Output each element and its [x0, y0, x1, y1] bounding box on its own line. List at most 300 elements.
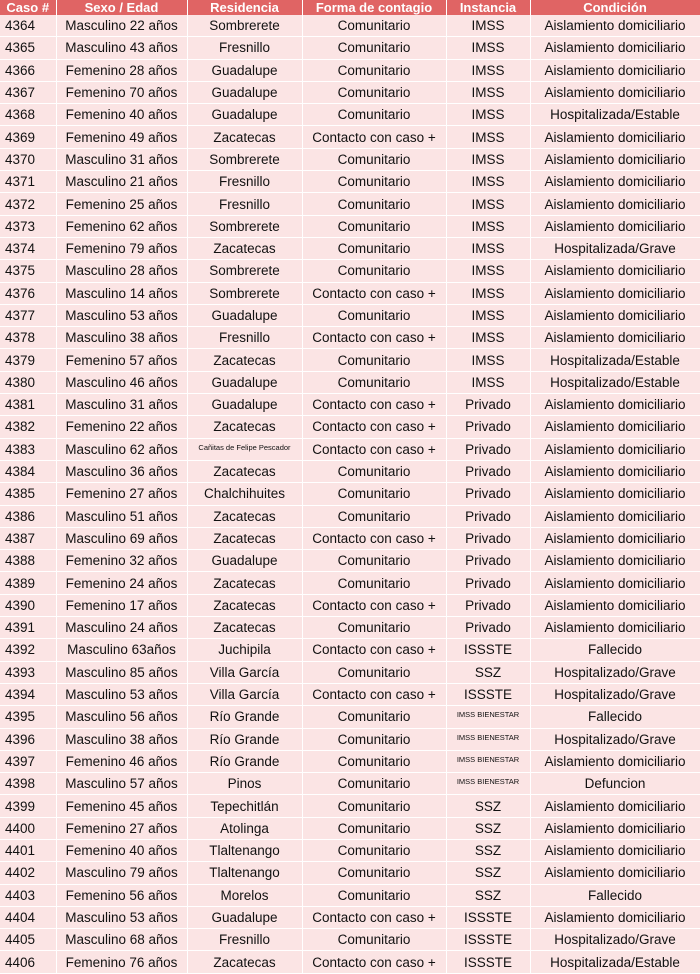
cell-residencia: Guadalupe [187, 394, 302, 416]
table-row [0, 906, 700, 928]
cell-residencia: Zacatecas [187, 527, 302, 549]
cell-caso: 4377 [0, 304, 56, 326]
cell-instancia: SSZ [446, 817, 530, 839]
cell-residencia: Guadalupe [187, 104, 302, 126]
small-text: IMSS BIENESTAR [456, 754, 520, 764]
cell-forma-contagio: Comunitario [302, 839, 446, 861]
cell-forma-contagio: Comunitario [302, 572, 446, 594]
cell-caso: 4384 [0, 460, 56, 482]
cell-residencia: Villa García [187, 683, 302, 705]
cell-sexo-edad: Masculino 69 años [56, 527, 187, 549]
cell-condicion: Aislamiento domiciliario [530, 304, 700, 326]
cell-caso: 4385 [0, 483, 56, 505]
cell-forma-contagio: Contacto con caso + [302, 438, 446, 460]
cell-caso: 4386 [0, 505, 56, 527]
cell-caso: 4382 [0, 416, 56, 438]
cell-instancia: Privado [446, 572, 530, 594]
cell-sexo-edad: Femenino 22 años [56, 416, 187, 438]
cell-instancia: IMSS [446, 104, 530, 126]
cell-condicion: Aislamiento domiciliario [530, 148, 700, 170]
table-row [0, 795, 700, 817]
cell-instancia: SSZ [446, 862, 530, 884]
cell-forma-contagio: Contacto con caso + [302, 683, 446, 705]
cell-residencia: Pinos [187, 773, 302, 795]
cell-instancia: IMSS [446, 371, 530, 393]
cell-caso: 4392 [0, 639, 56, 661]
cell-caso: 4374 [0, 237, 56, 259]
cell-forma-contagio: Contacto con caso + [302, 327, 446, 349]
cell-instancia: IMSS [446, 81, 530, 103]
table-row [0, 416, 700, 438]
cell-sexo-edad: Masculino 43 años [56, 37, 187, 59]
table-row [0, 193, 700, 215]
cell-residencia: Guadalupe [187, 81, 302, 103]
table-row [0, 215, 700, 237]
cell-forma-contagio: Comunitario [302, 15, 446, 37]
cell-sexo-edad: Femenino 32 años [56, 550, 187, 572]
cell-sexo-edad: Femenino 25 años [56, 193, 187, 215]
cell-caso: 4397 [0, 750, 56, 772]
cell-forma-contagio: Contacto con caso + [302, 416, 446, 438]
cell-condicion: Hospitalizado/Grave [530, 728, 700, 750]
table-row [0, 572, 700, 594]
cell-residencia: Zacatecas [187, 126, 302, 148]
cell-forma-contagio: Comunitario [302, 795, 446, 817]
table-row [0, 505, 700, 527]
cell-sexo-edad: Masculino 24 años [56, 617, 187, 639]
cell-condicion: Aislamiento domiciliario [530, 59, 700, 81]
cell-caso: 4364 [0, 15, 56, 37]
cell-sexo-edad: Masculino 53 años [56, 683, 187, 705]
cell-instancia: IMSS [446, 193, 530, 215]
cell-forma-contagio: Comunitario [302, 750, 446, 772]
cell-condicion: Aislamiento domiciliario [530, 906, 700, 928]
cell-caso: 4400 [0, 817, 56, 839]
cell-sexo-edad: Femenino 70 años [56, 81, 187, 103]
cell-instancia: Privado [446, 394, 530, 416]
cell-sexo-edad: Masculino 46 años [56, 371, 187, 393]
cell-residencia: Tepechitlán [187, 795, 302, 817]
cell-caso: 4365 [0, 37, 56, 59]
cell-caso: 4375 [0, 260, 56, 282]
header-caso: Caso # [0, 0, 56, 15]
cell-sexo-edad: Femenino 57 años [56, 349, 187, 371]
table-row [0, 59, 700, 81]
cell-instancia: IMSS [446, 327, 530, 349]
cell-condicion: Hospitalizada/Estable [530, 951, 700, 973]
cell-sexo-edad: Femenino 40 años [56, 104, 187, 126]
cell-condicion: Aislamiento domiciliario [530, 81, 700, 103]
header-row [0, 0, 700, 15]
cell-condicion: Aislamiento domiciliario [530, 817, 700, 839]
cell-instancia: Privado [446, 527, 530, 549]
cell-instancia: IMSS [446, 282, 530, 304]
cell-caso: 4371 [0, 171, 56, 193]
cell-condicion: Aislamiento domiciliario [530, 505, 700, 527]
table-row [0, 126, 700, 148]
cell-residencia: Río Grande [187, 728, 302, 750]
cell-forma-contagio: Comunitario [302, 37, 446, 59]
cell-forma-contagio: Contacto con caso + [302, 527, 446, 549]
cell-condicion: Hospitalizado/Grave [530, 661, 700, 683]
cell-sexo-edad: Femenino 56 años [56, 884, 187, 906]
cell-forma-contagio: Contacto con caso + [302, 594, 446, 616]
cell-caso: 4383 [0, 438, 56, 460]
cell-sexo-edad: Femenino 45 años [56, 795, 187, 817]
cell-instancia: SSZ [446, 661, 530, 683]
cell-forma-contagio: Comunitario [302, 260, 446, 282]
cell-instancia: ISSSTE [446, 906, 530, 928]
cell-condicion: Aislamiento domiciliario [530, 394, 700, 416]
cell-residencia: Chalchihuites [187, 483, 302, 505]
cell-forma-contagio: Contacto con caso + [302, 282, 446, 304]
cell-condicion: Aislamiento domiciliario [530, 327, 700, 349]
cell-sexo-edad: Femenino 40 años [56, 839, 187, 861]
cell-sexo-edad: Femenino 24 años [56, 572, 187, 594]
cell-forma-contagio: Comunitario [302, 617, 446, 639]
table-row [0, 81, 700, 103]
cell-condicion: Aislamiento domiciliario [530, 572, 700, 594]
cell-forma-contagio: Comunitario [302, 884, 446, 906]
cell-sexo-edad: Masculino 57 años [56, 773, 187, 795]
cell-forma-contagio: Comunitario [302, 550, 446, 572]
cell-residencia: Zacatecas [187, 617, 302, 639]
cell-condicion: Fallecido [530, 884, 700, 906]
cell-instancia: IMSS [446, 237, 530, 259]
table-row [0, 148, 700, 170]
cell-forma-contagio: Comunitario [302, 171, 446, 193]
header-residencia: Residencia [187, 0, 302, 15]
cell-sexo-edad: Masculino 79 años [56, 862, 187, 884]
table-row [0, 527, 700, 549]
table-row [0, 327, 700, 349]
cell-instancia [446, 706, 530, 728]
table-row [0, 15, 700, 37]
cell-residencia: Tlaltenango [187, 862, 302, 884]
cell-instancia: Privado [446, 483, 530, 505]
table-row [0, 282, 700, 304]
cell-forma-contagio: Comunitario [302, 817, 446, 839]
cell-caso: 4381 [0, 394, 56, 416]
cell-caso: 4398 [0, 773, 56, 795]
cell-forma-contagio: Contacto con caso + [302, 394, 446, 416]
table-row [0, 104, 700, 126]
cell-residencia [187, 438, 302, 460]
table-row [0, 951, 700, 973]
cell-caso: 4394 [0, 683, 56, 705]
cell-instancia: IMSS [446, 37, 530, 59]
cell-condicion: Aislamiento domiciliario [530, 215, 700, 237]
table-row [0, 884, 700, 906]
table-row [0, 661, 700, 683]
cell-sexo-edad: Femenino 62 años [56, 215, 187, 237]
cell-forma-contagio: Contacto con caso + [302, 126, 446, 148]
cell-forma-contagio: Contacto con caso + [302, 906, 446, 928]
cell-residencia: Guadalupe [187, 371, 302, 393]
cell-residencia: Fresnillo [187, 929, 302, 951]
cell-condicion: Aislamiento domiciliario [530, 193, 700, 215]
cell-condicion: Aislamiento domiciliario [530, 282, 700, 304]
cell-residencia: Fresnillo [187, 37, 302, 59]
small-text: IMSS BIENESTAR [456, 710, 520, 720]
cell-forma-contagio: Comunitario [302, 304, 446, 326]
table-body [0, 15, 700, 973]
cell-residencia: Guadalupe [187, 59, 302, 81]
table-row [0, 394, 700, 416]
table-header [0, 0, 700, 15]
cell-forma-contagio: Comunitario [302, 505, 446, 527]
cell-sexo-edad: Masculino 53 años [56, 906, 187, 928]
cell-instancia: IMSS [446, 59, 530, 81]
cell-residencia: Sombrerete [187, 260, 302, 282]
small-text: Cañitas de Felipe Pescador [198, 442, 291, 452]
cell-instancia: ISSSTE [446, 683, 530, 705]
cell-condicion: Aislamiento domiciliario [530, 460, 700, 482]
cell-residencia: Sombrerete [187, 15, 302, 37]
cell-condicion: Hospitalizada/Grave [530, 237, 700, 259]
cell-residencia: Sombrerete [187, 148, 302, 170]
cell-instancia: ISSSTE [446, 929, 530, 951]
cell-forma-contagio: Comunitario [302, 59, 446, 81]
cell-instancia: IMSS [446, 215, 530, 237]
cell-residencia: Juchipila [187, 639, 302, 661]
cell-sexo-edad: Masculino 38 años [56, 728, 187, 750]
cell-sexo-edad: Femenino 79 años [56, 237, 187, 259]
cell-instancia [446, 773, 530, 795]
cell-forma-contagio: Comunitario [302, 148, 446, 170]
cell-sexo-edad: Femenino 46 años [56, 750, 187, 772]
table-row [0, 929, 700, 951]
cell-caso: 4368 [0, 104, 56, 126]
cell-caso: 4380 [0, 371, 56, 393]
cell-forma-contagio: Comunitario [302, 706, 446, 728]
cell-sexo-edad: Femenino 27 años [56, 483, 187, 505]
cell-condicion: Aislamiento domiciliario [530, 594, 700, 616]
cell-residencia: Guadalupe [187, 906, 302, 928]
cell-sexo-edad: Masculino 36 años [56, 460, 187, 482]
cell-caso: 4391 [0, 617, 56, 639]
cell-caso: 4370 [0, 148, 56, 170]
cell-instancia: Privado [446, 438, 530, 460]
table-row [0, 639, 700, 661]
cell-residencia: Sombrerete [187, 215, 302, 237]
cell-instancia: IMSS [446, 260, 530, 282]
cell-forma-contagio: Comunitario [302, 929, 446, 951]
cell-forma-contagio: Comunitario [302, 237, 446, 259]
cell-instancia: IMSS [446, 15, 530, 37]
cell-caso: 4405 [0, 929, 56, 951]
cell-residencia: Morelos [187, 884, 302, 906]
cell-condicion: Aislamiento domiciliario [530, 438, 700, 460]
cell-condicion: Aislamiento domiciliario [530, 483, 700, 505]
cell-condicion: Aislamiento domiciliario [530, 260, 700, 282]
cell-condicion: Aislamiento domiciliario [530, 617, 700, 639]
table-row [0, 594, 700, 616]
cell-residencia: Río Grande [187, 750, 302, 772]
cell-forma-contagio: Comunitario [302, 483, 446, 505]
cell-instancia: IMSS [446, 349, 530, 371]
table-row [0, 438, 700, 460]
cell-residencia: Sombrerete [187, 282, 302, 304]
cell-caso: 4372 [0, 193, 56, 215]
cell-sexo-edad: Masculino 56 años [56, 706, 187, 728]
cell-sexo-edad: Masculino 62 años [56, 438, 187, 460]
cell-residencia: Zacatecas [187, 349, 302, 371]
cell-instancia: Privado [446, 550, 530, 572]
cell-residencia: Guadalupe [187, 550, 302, 572]
cell-caso: 4367 [0, 81, 56, 103]
cell-instancia: ISSSTE [446, 639, 530, 661]
cell-caso: 4401 [0, 839, 56, 861]
cell-condicion: Defuncion [530, 773, 700, 795]
cell-instancia: IMSS [446, 126, 530, 148]
cell-instancia: Privado [446, 505, 530, 527]
cell-condicion: Fallecido [530, 706, 700, 728]
cell-instancia: ISSSTE [446, 951, 530, 973]
cell-condicion: Aislamiento domiciliario [530, 795, 700, 817]
table-row [0, 617, 700, 639]
cell-caso: 4393 [0, 661, 56, 683]
small-text: IMSS BIENESTAR [456, 777, 520, 787]
cell-residencia: Zacatecas [187, 460, 302, 482]
table-row [0, 171, 700, 193]
cell-forma-contagio: Contacto con caso + [302, 951, 446, 973]
cell-forma-contagio: Comunitario [302, 661, 446, 683]
header-instancia: Instancia [446, 0, 530, 15]
cell-caso: 4373 [0, 215, 56, 237]
cell-sexo-edad: Femenino 76 años [56, 951, 187, 973]
cell-sexo-edad: Masculino 53 años [56, 304, 187, 326]
table-row [0, 37, 700, 59]
cell-instancia: SSZ [446, 884, 530, 906]
cell-sexo-edad: Femenino 49 años [56, 126, 187, 148]
cell-forma-contagio: Comunitario [302, 728, 446, 750]
table-row [0, 839, 700, 861]
table-row [0, 371, 700, 393]
table-row [0, 862, 700, 884]
cell-residencia: Zacatecas [187, 416, 302, 438]
cell-instancia: Privado [446, 617, 530, 639]
cell-instancia: Privado [446, 416, 530, 438]
cell-instancia: SSZ [446, 795, 530, 817]
table-row [0, 550, 700, 572]
cell-caso: 4395 [0, 706, 56, 728]
table-row [0, 349, 700, 371]
cell-caso: 4404 [0, 906, 56, 928]
cell-condicion: Aislamiento domiciliario [530, 550, 700, 572]
cell-caso: 4403 [0, 884, 56, 906]
cell-residencia: Zacatecas [187, 572, 302, 594]
small-text: IMSS BIENESTAR [456, 732, 520, 742]
cell-residencia: Fresnillo [187, 171, 302, 193]
cell-condicion: Aislamiento domiciliario [530, 171, 700, 193]
cell-condicion: Fallecido [530, 639, 700, 661]
cell-caso: 4390 [0, 594, 56, 616]
cell-sexo-edad: Femenino 27 años [56, 817, 187, 839]
cell-condicion: Hospitalizado/Grave [530, 683, 700, 705]
cell-forma-contagio: Comunitario [302, 215, 446, 237]
cell-residencia: Fresnillo [187, 193, 302, 215]
cell-forma-contagio: Comunitario [302, 460, 446, 482]
table-row [0, 817, 700, 839]
cell-condicion: Aislamiento domiciliario [530, 416, 700, 438]
cell-condicion: Aislamiento domiciliario [530, 126, 700, 148]
cell-residencia: Río Grande [187, 706, 302, 728]
cell-instancia: Privado [446, 460, 530, 482]
cell-instancia [446, 750, 530, 772]
cell-caso: 4388 [0, 550, 56, 572]
header-forma-contagio: Forma de contagio [302, 0, 446, 15]
cell-sexo-edad: Masculino 22 años [56, 15, 187, 37]
table-row [0, 706, 700, 728]
cell-sexo-edad: Masculino 14 años [56, 282, 187, 304]
cell-residencia: Atolinga [187, 817, 302, 839]
cell-caso: 4376 [0, 282, 56, 304]
cell-residencia: Villa García [187, 661, 302, 683]
table-row [0, 483, 700, 505]
cell-sexo-edad: Masculino 31 años [56, 148, 187, 170]
cell-caso: 4379 [0, 349, 56, 371]
cell-condicion: Aislamiento domiciliario [530, 839, 700, 861]
cell-instancia [446, 728, 530, 750]
cell-residencia: Tlaltenango [187, 839, 302, 861]
cell-caso: 4387 [0, 527, 56, 549]
cell-condicion: Aislamiento domiciliario [530, 15, 700, 37]
cell-caso: 4366 [0, 59, 56, 81]
cell-condicion: Hospitalizado/Estable [530, 371, 700, 393]
cell-sexo-edad: Masculino 51 años [56, 505, 187, 527]
cell-sexo-edad: Masculino 38 años [56, 327, 187, 349]
cell-sexo-edad: Masculino 21 años [56, 171, 187, 193]
cell-forma-contagio: Comunitario [302, 371, 446, 393]
cell-sexo-edad: Masculino 31 años [56, 394, 187, 416]
cell-caso: 4389 [0, 572, 56, 594]
cell-instancia: Privado [446, 594, 530, 616]
header-condicion: Condición [530, 0, 700, 15]
cell-forma-contagio: Comunitario [302, 193, 446, 215]
cell-instancia: IMSS [446, 148, 530, 170]
cell-caso: 4399 [0, 795, 56, 817]
cell-instancia: SSZ [446, 839, 530, 861]
cell-sexo-edad: Masculino 68 años [56, 929, 187, 951]
cell-forma-contagio: Contacto con caso + [302, 639, 446, 661]
cell-caso: 4378 [0, 327, 56, 349]
table-row [0, 460, 700, 482]
cell-condicion: Aislamiento domiciliario [530, 750, 700, 772]
cell-condicion: Hospitalizada/Estable [530, 104, 700, 126]
cell-condicion: Hospitalizado/Grave [530, 929, 700, 951]
table-row [0, 728, 700, 750]
cell-residencia: Guadalupe [187, 304, 302, 326]
table-row [0, 683, 700, 705]
cell-condicion: Aislamiento domiciliario [530, 862, 700, 884]
cell-forma-contagio: Comunitario [302, 81, 446, 103]
cell-condicion: Aislamiento domiciliario [530, 527, 700, 549]
cell-forma-contagio: Comunitario [302, 773, 446, 795]
cell-residencia: Zacatecas [187, 594, 302, 616]
cell-residencia: Zacatecas [187, 237, 302, 259]
table-row [0, 750, 700, 772]
table-row [0, 260, 700, 282]
cell-caso: 4402 [0, 862, 56, 884]
table-row [0, 773, 700, 795]
cell-sexo-edad: Masculino 28 años [56, 260, 187, 282]
cell-condicion: Aislamiento domiciliario [530, 37, 700, 59]
cell-sexo-edad: Femenino 17 años [56, 594, 187, 616]
cell-instancia: IMSS [446, 171, 530, 193]
cell-caso: 4369 [0, 126, 56, 148]
table-row [0, 237, 700, 259]
